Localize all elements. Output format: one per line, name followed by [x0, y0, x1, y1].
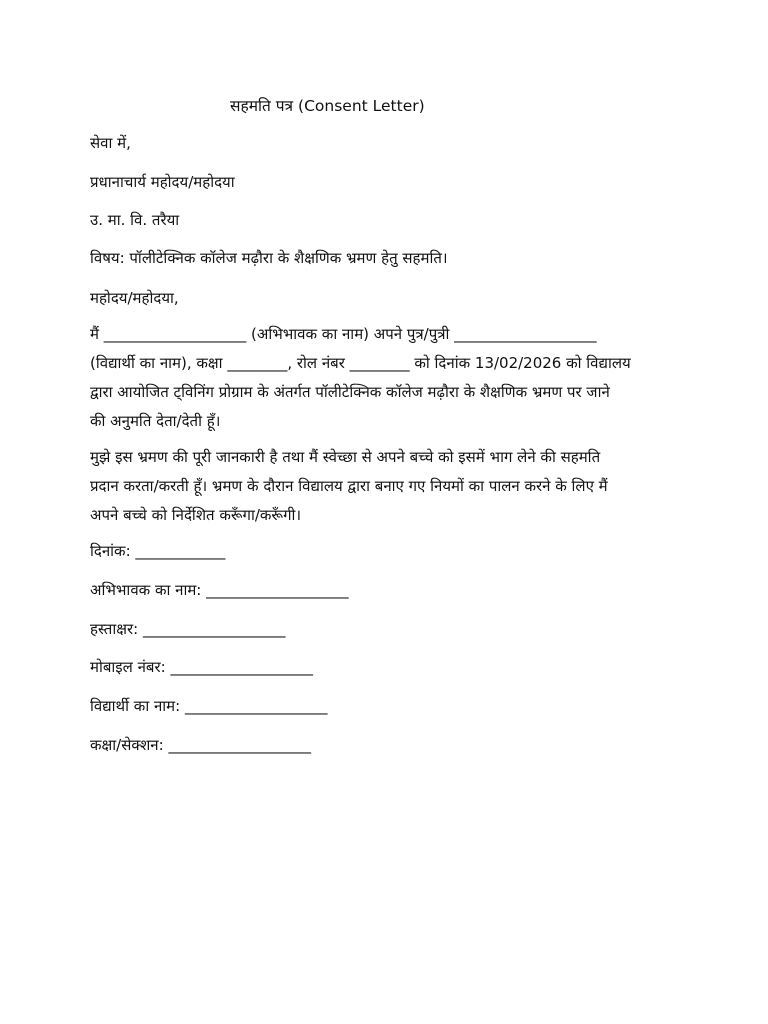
subject-line: विषय: पॉलीटेक्निक कॉलेज मढ़ौरा के शैक्षणिक भ्रमण हेतु सहमति।	[90, 249, 448, 267]
date-field: दिनांक: ____________	[90, 542, 226, 560]
paragraph-line: अपने बच्चे को निर्देशित करूँगा/करूँगी।	[90, 506, 302, 524]
salutation-to: सेवा में,	[90, 134, 131, 152]
declaration-paragraph	[90, 443, 690, 530]
guardian-name-field: अभिभावक का नाम: ___________________	[90, 581, 349, 599]
consent-paragraph	[90, 320, 690, 436]
student-name-field: विद्यार्थी का नाम: ___________________	[90, 697, 328, 715]
paragraph-line: द्वारा आयोजित ट्विनिंग प्रोग्राम के अंतर्गत पॉलीटेक्निक कॉलेज मढ़ौरा के शैक्षणिक भ्रमण पर जाने	[90, 383, 610, 401]
signature-field: हस्ताक्षर: ___________________	[90, 620, 286, 638]
greeting: महोदय/महोदया,	[90, 289, 179, 307]
paragraph-line: की अनुमति देता/देती हूँ।	[90, 412, 221, 430]
document-title: सहमति पत्र (Consent Letter)	[230, 97, 425, 115]
recipient-designation: प्रधानाचार्य महोदय/महोदया	[90, 173, 235, 191]
paragraph-line: (विद्यार्थी का नाम), कक्षा ________, रोल नंबर ________ को दिनांक 13/02/2026 को विद्यालय	[90, 354, 631, 372]
mobile-field: मोबाइल नंबर: ___________________	[90, 658, 313, 676]
recipient-school: उ. मा. वि. तरैया	[90, 211, 180, 229]
paragraph-line: मैं ___________________ (अभिभावक का नाम) अपने पुत्र/पुत्री ___________________	[90, 325, 597, 343]
paragraph-line: प्रदान करता/करती हूँ। भ्रमण के दौरान विद्यालय द्वारा बनाए गए नियमों का पालन करने के लिए मैं	[90, 477, 608, 495]
class-section-field: कक्षा/सेक्शन: ___________________	[90, 736, 311, 754]
paragraph-line: मुझे इस भ्रमण की पूरी जानकारी है तथा मैं स्वेच्छा से अपने बच्चे को इसमें भाग लेने की सहमति	[90, 448, 601, 466]
